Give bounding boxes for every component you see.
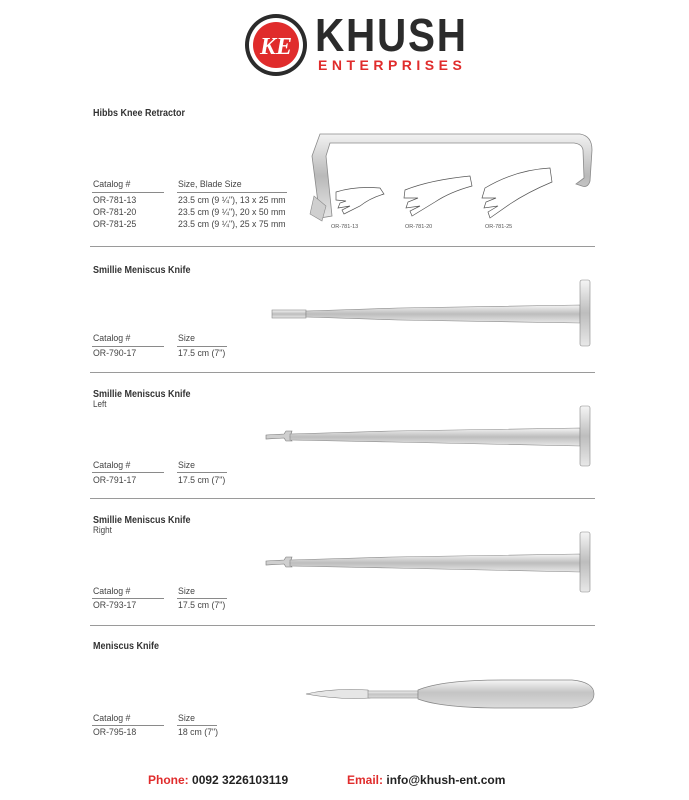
blade-label: OR-781-13 [331,224,359,230]
email-link[interactable]: info@khush-ent.com [386,773,506,787]
scalpel-knife-image [302,672,598,722]
header-rule [177,192,287,193]
meniscus-knife-right-image [262,530,598,594]
size-header: Size, Blade Size [178,179,242,190]
header-rule [92,346,164,347]
header-rule [177,725,217,726]
footer-phone [148,773,288,787]
size-value: 18 cm (7") [178,727,219,738]
brand-tagline: ENTERPRISES [318,57,467,73]
phone-label: Phone: [148,773,189,787]
brand-name: KHUSH [315,9,468,61]
catalog-header: Catalog # [93,713,131,724]
size-value: 23.5 cm (9 ¼"), 13 x 25 mm [178,195,286,206]
product-title: Meniscus Knife [93,641,160,652]
section-divider [90,625,595,626]
size-header: Size [178,713,196,724]
catalog-header: Catalog # [93,179,131,190]
meniscus-knife-left-image [262,404,598,468]
size-header: Size [178,333,196,344]
footer-email [347,773,505,787]
catalog-header: Catalog # [93,333,131,344]
catalog-number: OR-791-17 [93,475,137,486]
catalog-number: OR-790-17 [93,348,137,359]
catalog-header: Catalog # [93,586,131,597]
catalog-number: OR-781-25 [93,219,137,230]
header-rule [92,598,164,599]
size-header: Size [178,460,196,471]
product-title: Smillie Meniscus Knife [93,389,191,400]
header-rule [177,598,227,599]
brand-logo [243,12,309,78]
catalog-number: OR-781-13 [93,195,137,206]
size-value: 17.5 cm (7") [178,600,226,611]
size-value: 23.5 cm (9 ¼"), 25 x 75 mm [178,219,286,230]
header-rule [177,472,227,473]
phone-number[interactable]: 0092 3226103119 [192,773,289,787]
header-rule [92,725,164,726]
section-divider [90,498,595,499]
catalog-number: OR-781-20 [93,207,137,218]
product-subtitle: Right [93,525,112,535]
logo-monogram: KE [259,34,293,60]
size-value: 23.5 cm (9 ¼"), 20 x 50 mm [178,207,286,218]
section-divider [90,246,595,247]
blade-label: OR-781-20 [405,224,433,230]
catalog-number: OR-793-17 [93,600,137,611]
size-header: Size [178,586,196,597]
header-rule [92,472,164,473]
header-rule [92,192,164,193]
product-subtitle: Left [93,399,107,409]
retractor-image [300,126,600,236]
product-title: Hibbs Knee Retractor [93,108,186,119]
size-value: 17.5 cm (7") [178,348,226,359]
email-label: Email: [347,773,384,787]
catalog-number: OR-795-18 [93,727,137,738]
catalog-header: Catalog # [93,460,131,471]
blade-label: OR-781-25 [485,224,513,230]
meniscus-knife-image [268,278,598,348]
product-title: Smillie Meniscus Knife [93,265,191,276]
size-value: 17.5 cm (7") [178,475,226,486]
header-rule [177,346,227,347]
product-title: Smillie Meniscus Knife [93,515,191,526]
section-divider [90,372,595,373]
